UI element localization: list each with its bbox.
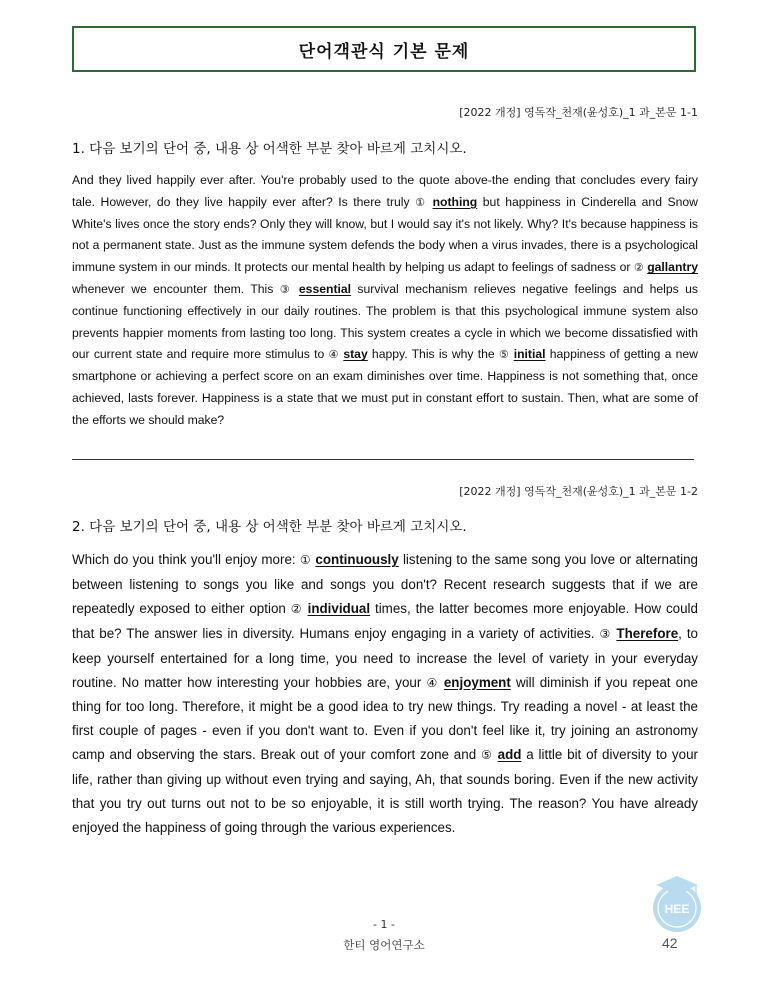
choice-word-3: Therefore <box>616 625 679 641</box>
choice-word-5: add <box>497 747 522 763</box>
organization-name: 한티 영어연구소 <box>343 938 425 952</box>
passage-text: survival mechanism relieves negative feelings and helps us continue functioning effectively in our daily routines. The problem is that this psychological immune system also prevents happier moments from lasting too long. This system creates a cycle in which we become dissatisfied with our current state and require more stimulus to <box>72 281 698 362</box>
passage-text: whenever we encounter them. This <box>72 281 280 296</box>
passage-text: listening to the same song you love or alternating between listening to songs you like and songs you don't? Recent research suggests that if we are repeatedly exposed to either option <box>72 552 698 616</box>
choice-marker-1: ① <box>299 553 312 567</box>
q1-passage <box>72 170 698 432</box>
choice-marker-1: ① <box>415 195 428 209</box>
q2-passage <box>72 548 698 840</box>
logo-text: HEE <box>664 902 690 916</box>
choice-marker-3: ③ <box>279 282 293 296</box>
choice-word-1: continuously <box>315 552 399 567</box>
q1-source: [2022 개정] 영독작_천재(윤성호)_1 과_본문 1-1 <box>459 106 698 119</box>
page-title: 단어객관식 기본 문제 <box>298 41 470 62</box>
passage-text: happy. This is why the <box>367 347 499 362</box>
passage-text: Which do you think you'll enjoy more: <box>72 552 300 567</box>
choice-word-5: initial <box>513 347 546 362</box>
choice-marker-4: ④ <box>328 348 340 362</box>
passage-text: will diminish if you repeat one thing for too long. Therefore, it might be a good idea to try new things. Try reading a novel - at least the first couple of pages - even if you don't want to. Even if you don't feel like it, try joining an astronomy camp and observing the stars. Break out of your comfort zone and <box>72 674 698 763</box>
passage-text: times, the latter becomes more enjoyable. How could that be? The answer lies in diversity. Humans enjoy engaging in a variety of activities. <box>72 600 698 641</box>
choice-marker-2: ② <box>633 261 644 275</box>
page-marker: - 1 - <box>373 918 395 931</box>
choice-marker-5: ⑤ <box>498 348 510 362</box>
choice-word-3: essential <box>298 281 352 296</box>
passage-text: happiness of getting a new smartphone or achieving a perfect score on an exam diminishes over time. Happiness is not something that, once achieved, lasts forever. Happiness is a state that we must put in constant effort to sustain. Then, what are some of the efforts we should make? <box>72 347 698 427</box>
q2-source: [2022 개정] 영독작_천재(윤성호)_1 과_본문 1-2 <box>459 485 698 498</box>
page-number: 42 <box>662 935 678 951</box>
passage-text: a little bit of diversity to your life, rather than giving up without even trying and saying, Ah, that sounds boring. Even if the new activity that you try out turns out not to be so enjoyable, it is still worth trying. The reason? You have already enjoyed the happiness of going through the various experiences. <box>72 747 698 835</box>
choice-marker-3: ③ <box>599 626 612 641</box>
title-box <box>72 26 696 72</box>
choice-word-4: enjoyment <box>443 674 511 690</box>
q1-prompt: 1. 다음 보기의 단어 중, 내용 상 어색한 부분 찾아 바르게 고치시오. <box>72 141 467 157</box>
choice-marker-5: ⑤ <box>480 748 493 763</box>
passage-text: , to keep yourself entertained for a long time, you need to increase the level of variety in your everyday routine. No matter how interesting your hobbies are, your <box>72 625 698 690</box>
choice-word-2: individual <box>307 600 371 616</box>
section-divider <box>72 459 694 460</box>
choice-word-2: gallantry <box>647 260 698 275</box>
choice-word-1: nothing <box>432 194 478 209</box>
choice-word-4: stay <box>343 347 368 362</box>
choice-marker-2: ② <box>290 601 303 616</box>
choice-marker-4: ④ <box>426 675 439 690</box>
q2-prompt: 2. 다음 보기의 단어 중, 내용 상 어색한 부분 찾아 바르게 고치시오. <box>72 519 467 535</box>
passage-text: And they lived happily ever after. You're probably used to the quote above-the ending that concludes every fairy tale. However, do they live happily ever after? Is there truly <box>72 173 698 209</box>
passage-text: but happiness in Cinderella and Snow White's lives once the story ends? Only they will know, but I would say it's not likely. Why? It's because happiness is not a permanent state. Just as the immune system defends the body when a virus invades, there is a psychological immune system in our minds. It protects our mental health by helping us adapt to feelings of sadness or <box>72 194 698 275</box>
